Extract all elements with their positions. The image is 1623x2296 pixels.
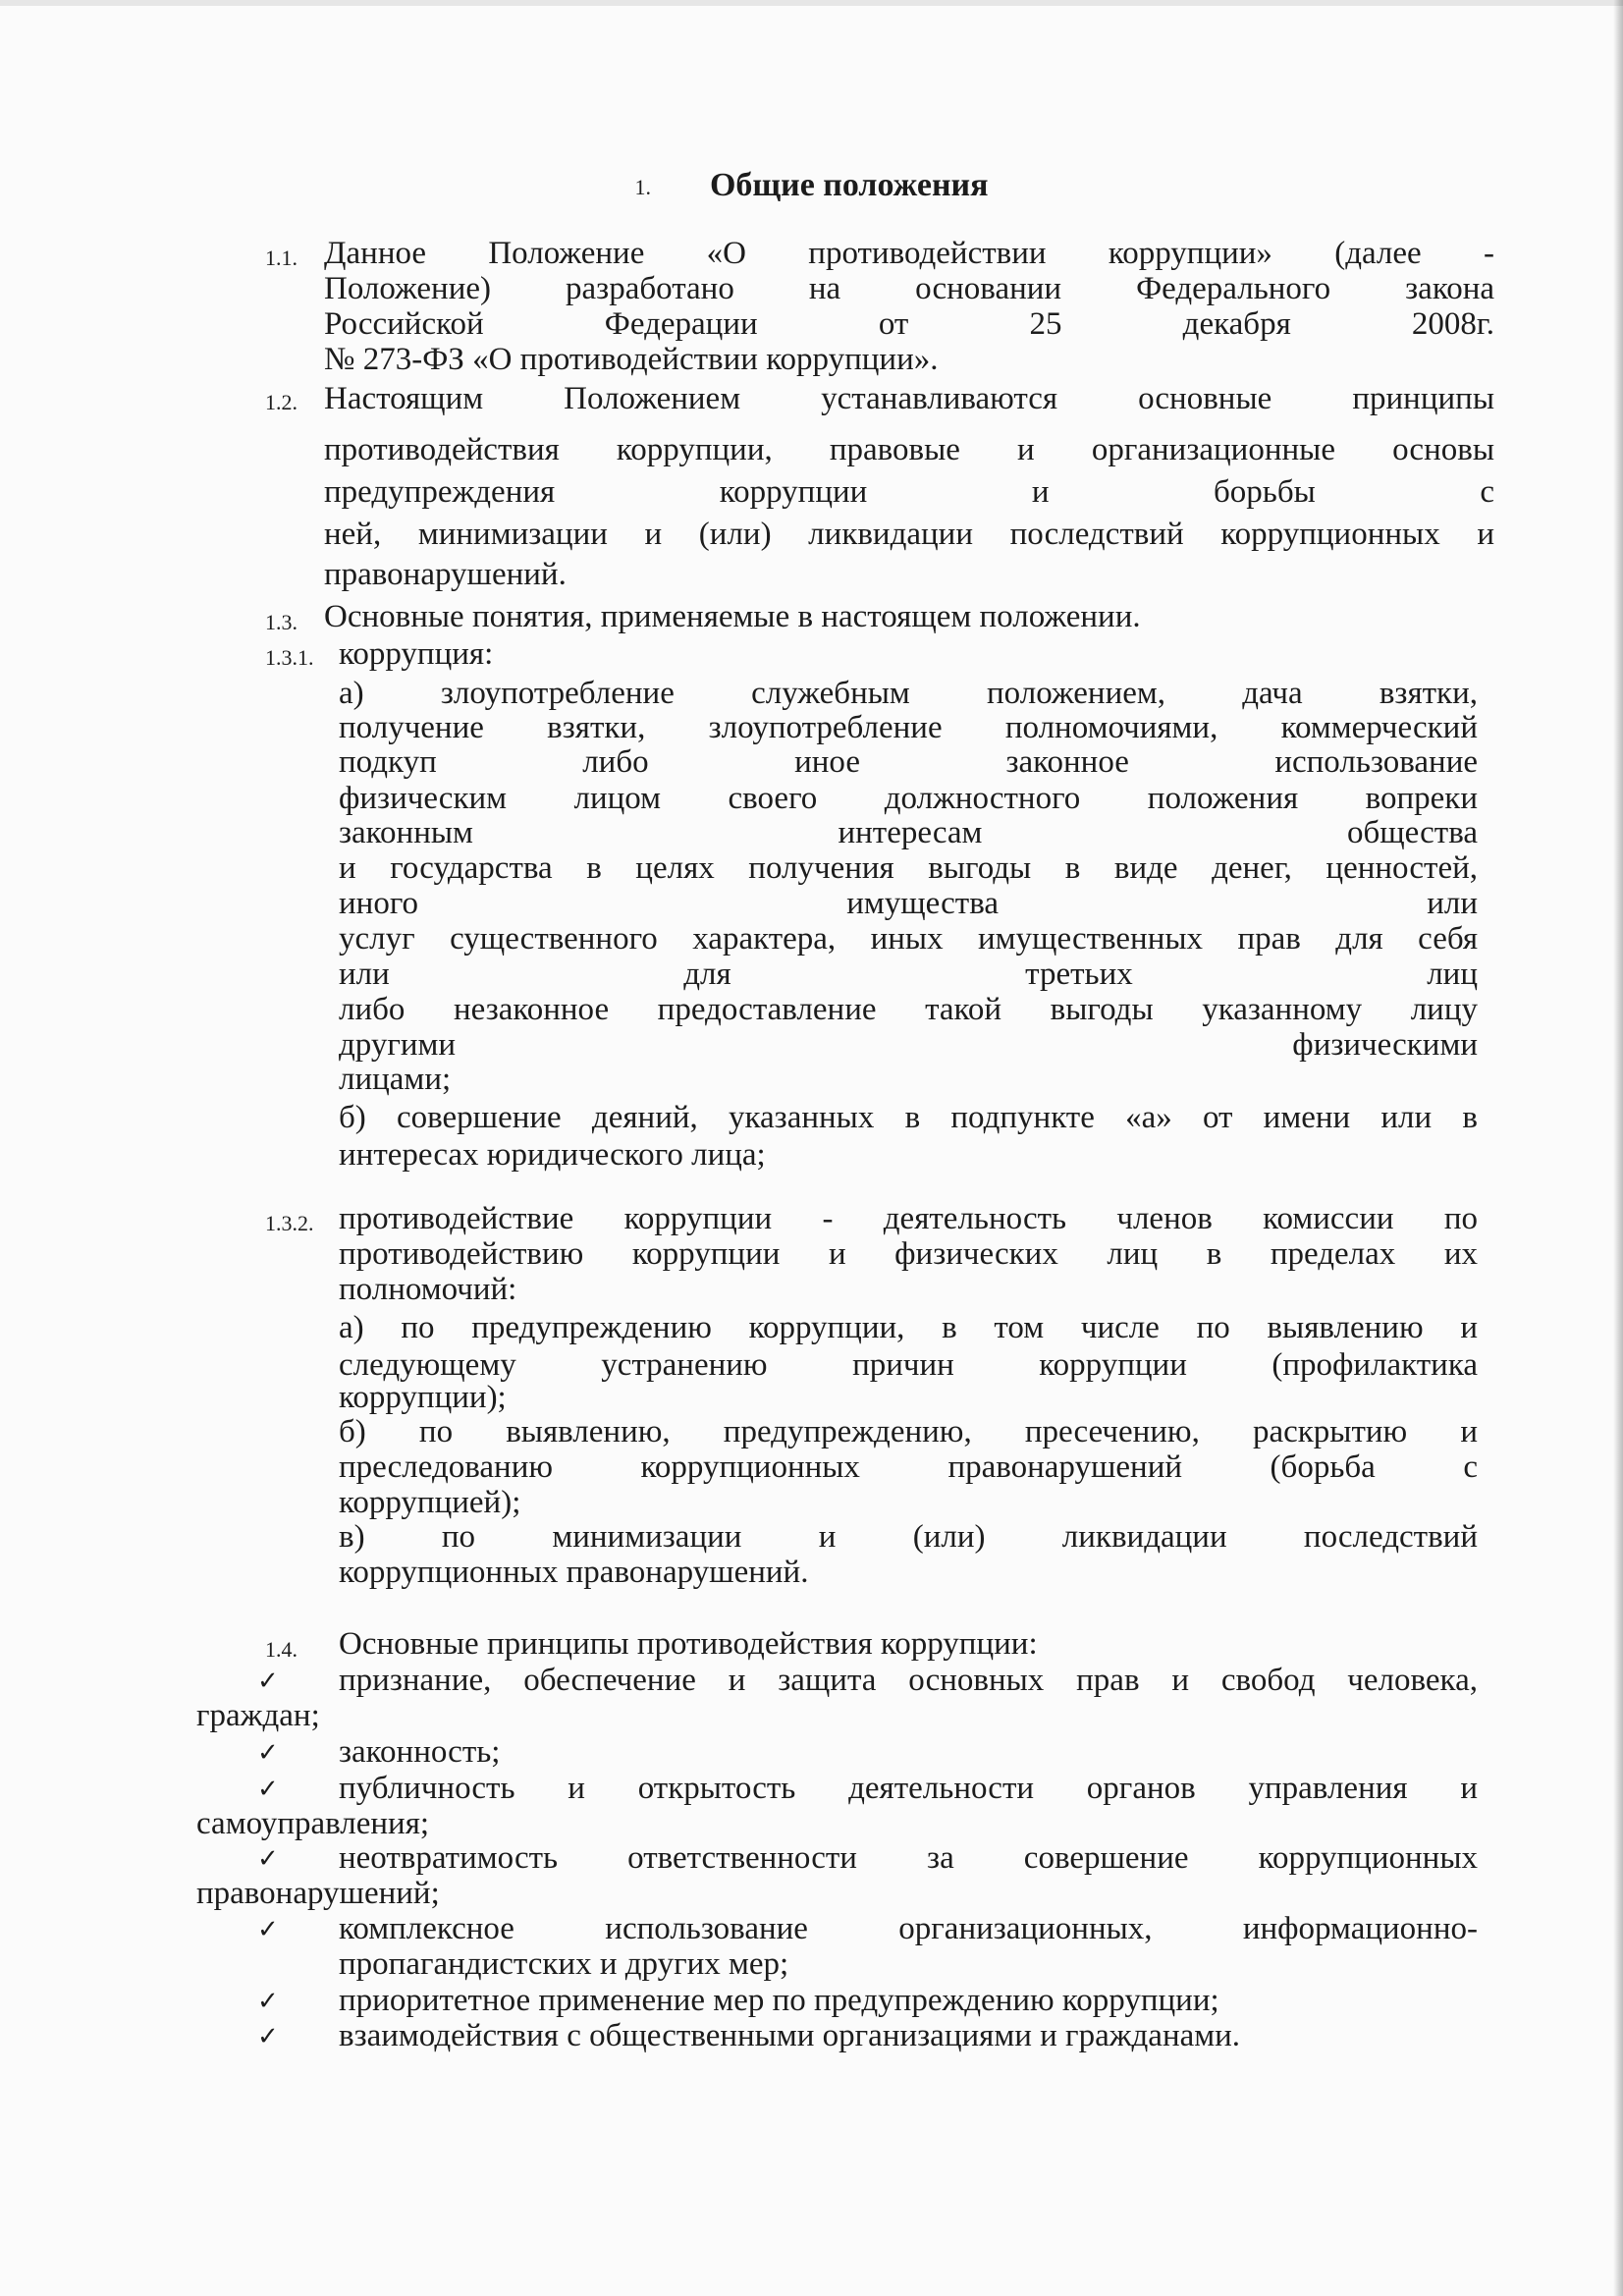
para-1-3-2-line: в) по минимизации и (или) ликвидации последствий <box>339 1519 1478 1555</box>
para-1-3-1-line: и государства в целях получения выгоды в виде денег, ценностей, <box>339 850 1478 886</box>
para-1-3-text: Основные понятия, применяемые в настоящем положении. <box>324 599 1141 634</box>
para-number-1-4: 1.4. <box>265 1637 298 1662</box>
checkmark-icon: ✓ <box>257 1738 279 1767</box>
principle-item-line: комплексное использование организационных, информационно- <box>339 1911 1478 1946</box>
para-number-1-3-1: 1.3.1. <box>265 645 314 670</box>
para-1-3-1-line: б) совершение деяний, указанных в подпункте «а» от имени или в <box>339 1100 1478 1135</box>
section-number: 1. <box>634 175 651 200</box>
principle-item-line: законность; <box>339 1734 501 1770</box>
para-1-3-2-line: преследованию коррупционных правонарушений (борьба с <box>339 1449 1478 1485</box>
para-1-3-2-line: противодействие коррупции - деятельность членов комиссии по <box>339 1201 1478 1236</box>
para-1-3-1-line: услуг существенного характера, иных имущественных прав для себя <box>339 921 1478 957</box>
principle-item-line: пропагандистских и других мер; <box>339 1946 789 1982</box>
para-1-2-line: предупреждения коррупции и борьбы с <box>324 474 1494 510</box>
para-1-3-2-line: противодействию коррупции и физических лиц в пределах их <box>339 1236 1478 1272</box>
para-1-3-1-line: коррупция: <box>339 636 494 672</box>
para-1-3-1-line: другими физическими <box>339 1027 1478 1063</box>
para-1-3-1-line: иного имущества или <box>339 886 1478 921</box>
para-1-3-1-line: законным интересам общества <box>339 815 1478 850</box>
para-1-3-1-line: лицами; <box>339 1062 452 1097</box>
principle-item-line: приоритетное применение мер по предупреждению коррупции; <box>339 1983 1219 2018</box>
checkmark-icon: ✓ <box>257 1667 279 1695</box>
para-1-3-1-line: или для третьих лиц <box>339 957 1478 992</box>
para-number-1-3-2: 1.3.2. <box>265 1211 314 1235</box>
section-title: Общие положения <box>709 167 989 203</box>
para-1-3-1-line: физическим лицом своего должностного положения вопреки <box>339 781 1478 816</box>
para-1-3-2-line: а) по предупреждению коррупции, в том числе по выявлению и <box>339 1310 1478 1345</box>
principle-item-line: взаимодействия с общественными организациями и гражданами. <box>339 2018 1241 2053</box>
para-1-3-1-line: либо незаконное предоставление такой выгоды указанному лицу <box>339 992 1478 1027</box>
para-1-3-2-line: полномочий: <box>339 1272 517 1307</box>
checkmark-icon: ✓ <box>257 1775 279 1803</box>
para-number-1-2: 1.2. <box>265 390 298 414</box>
principle-item-line: публичность и открытость деятельности органов управления и <box>339 1771 1478 1806</box>
checkmark-icon: ✓ <box>257 1987 279 2015</box>
principle-item-line: самоуправления; <box>196 1806 430 1841</box>
checkmark-icon: ✓ <box>257 2022 279 2050</box>
para-1-1-line: № 273-ФЗ «О противодействии коррупции». <box>324 342 939 377</box>
scan-top-edge <box>0 0 1623 6</box>
principle-item-line: неотвратимость ответственности за совершение коррупционных <box>339 1840 1478 1876</box>
section-heading <box>0 167 1623 204</box>
principle-item-line: правонарушений; <box>196 1876 440 1911</box>
para-1-3-2-line: коррупцией); <box>339 1485 521 1520</box>
para-1-2-line: ней, минимизации и (или) ликвидации последствий коррупционных и <box>324 517 1494 552</box>
para-1-1-line: Положение) разработано на основании Федерального закона <box>324 271 1494 306</box>
para-1-2-line: Настоящим Положением устанавливаются основные принципы <box>324 381 1494 416</box>
para-1-4-text: Основные принципы противодействия коррупции: <box>339 1626 1038 1662</box>
para-1-1-line: Российской Федерации от 25 декабря 2008г. <box>324 306 1494 342</box>
para-1-3-2-line: следующему устранению причин коррупции (профилактика <box>339 1347 1478 1383</box>
scan-right-shadow <box>1613 0 1623 2296</box>
para-1-3-2-line: б) по выявлению, предупреждению, пресечению, раскрытию и <box>339 1414 1478 1449</box>
para-number-1-3: 1.3. <box>265 610 298 634</box>
para-1-3-1-line: а) злоупотребление служебным положением, дача взятки, <box>339 676 1478 711</box>
checkmark-icon: ✓ <box>257 1915 279 1943</box>
para-1-2-line: противодействия коррупции, правовые и организационные основы <box>324 432 1494 467</box>
checkmark-icon: ✓ <box>257 1844 279 1873</box>
principle-item-line: граждан; <box>196 1698 320 1733</box>
para-1-3-1-line: получение взятки, злоупотребление полномочиями, коммерческий <box>339 710 1478 745</box>
para-1-3-2-line: коррупционных правонарушений. <box>339 1555 809 1590</box>
para-1-3-2-line: коррупции); <box>339 1380 507 1415</box>
principle-item-line: признание, обеспечение и защита основных прав и свобод человека, <box>339 1663 1478 1698</box>
para-1-2-line: правонарушений. <box>324 557 567 592</box>
para-number-1-1: 1.1. <box>265 246 298 270</box>
para-1-1-line: Данное Положение «О противодействии коррупции» (далее - <box>324 236 1494 271</box>
para-1-3-1-line: подкуп либо иное законное использование <box>339 744 1478 780</box>
para-1-3-1-line: интересах юридического лица; <box>339 1137 766 1173</box>
